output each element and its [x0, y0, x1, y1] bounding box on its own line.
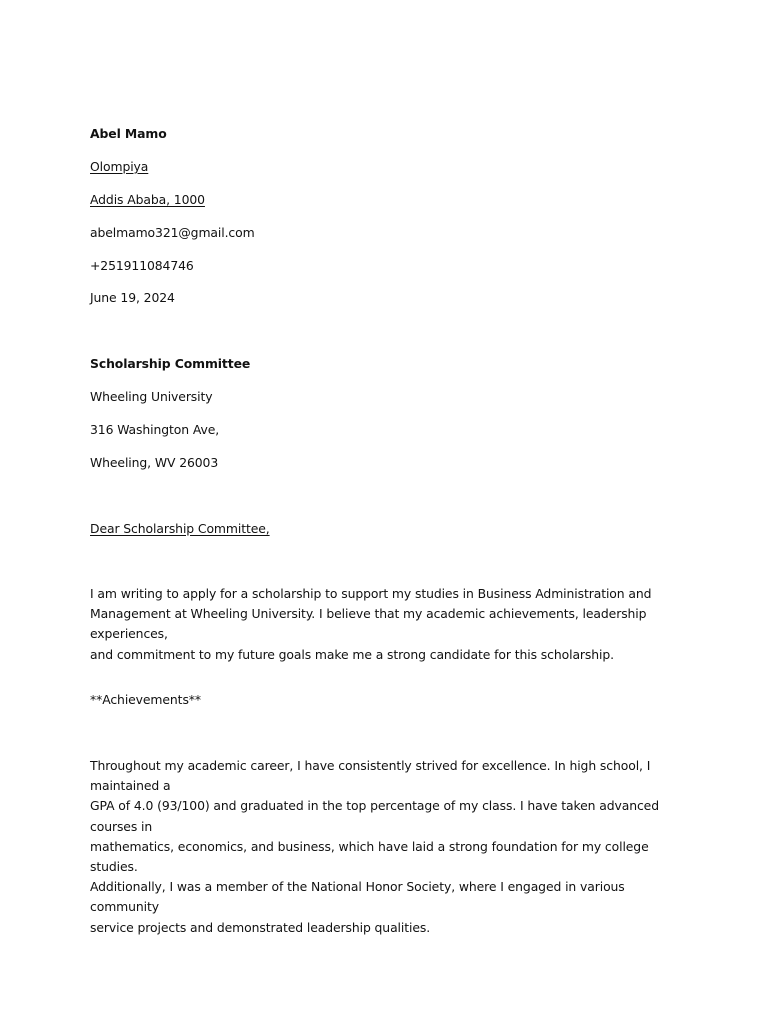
- achievements-paragraph: [90, 756, 690, 938]
- achievements-line: Additionally, I was a member of the National Honor Society, where I engaged in various community: [90, 879, 625, 915]
- achievements-line: mathematics, economics, and business, which have laid a strong foundation for my college studies.: [90, 838, 649, 875]
- intro-paragraph: [90, 584, 690, 665]
- intro-line: I am writing to apply for a scholarship to support my studies in Business Administration and: [90, 586, 652, 601]
- achievements-heading: **Achievements**: [90, 692, 201, 707]
- intro-line: Management at Wheeling University. I believe that my academic achievements, leadership experiences,: [90, 606, 647, 642]
- sender-phone: +251911084746: [90, 258, 194, 273]
- achievements-line: GPA of 4.0 (93/100) and graduated in the top percentage of my class. I have taken advanced courses in: [90, 798, 659, 834]
- sender-city: Addis Ababa, 1000: [90, 192, 205, 207]
- achievements-line: service projects and demonstrated leadership qualities.: [90, 919, 431, 935]
- sender-street: Olompiya: [90, 159, 149, 174]
- achievements-line: Throughout my academic career, I have consistently strived for excellence. In high school, I maintained a: [90, 758, 651, 794]
- letter-date: June 19, 2024: [90, 290, 175, 305]
- recipient-organization: Wheeling University: [90, 389, 213, 404]
- sender-name: Abel Mamo: [90, 126, 167, 141]
- salutation: Dear Scholarship Committee,: [90, 521, 270, 536]
- intro-line: and commitment to my future goals make me a strong candidate for this scholarship.: [90, 646, 614, 662]
- recipient-city: Wheeling, WV 26003: [90, 455, 219, 470]
- recipient-street: 316 Washington Ave,: [90, 422, 220, 437]
- recipient-title: Scholarship Committee: [90, 356, 251, 371]
- sender-email: abelmamo321@gmail.com: [90, 225, 255, 240]
